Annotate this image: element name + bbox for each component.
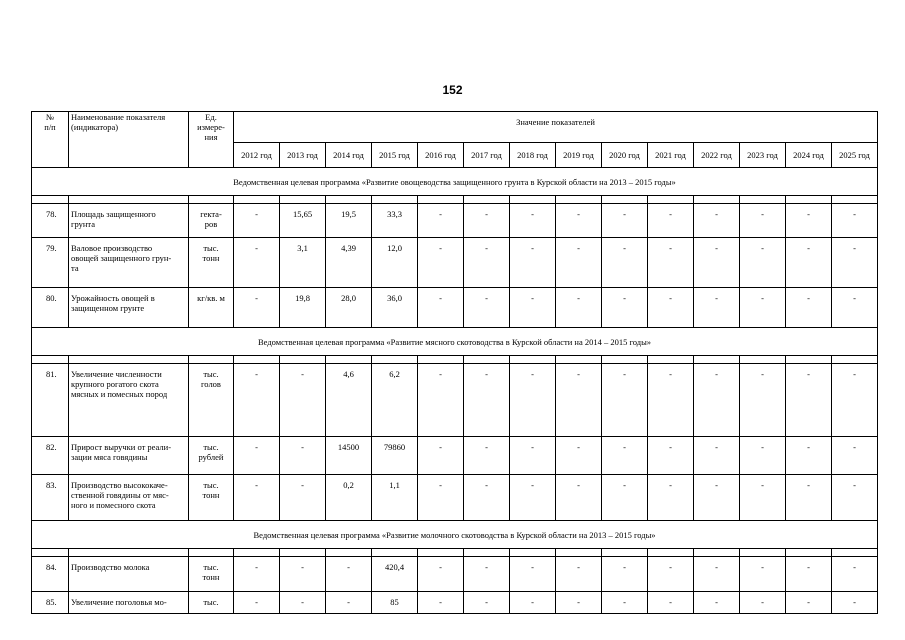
spacer-cell: [326, 549, 372, 557]
indicators-table: [31, 111, 878, 614]
header-unit-cell: [189, 112, 234, 168]
value-cell: -: [786, 238, 832, 288]
value-cell: -: [464, 592, 510, 614]
value-cell: -: [510, 557, 556, 592]
year-header: 2024 год: [786, 143, 832, 168]
value-cell: -: [694, 557, 740, 592]
spacer-cell: [832, 196, 878, 204]
value-cell: 33,3: [372, 204, 418, 238]
value-cell: 14500: [326, 437, 372, 475]
value-cell: -: [832, 475, 878, 521]
value-cell: -: [280, 437, 326, 475]
spacer-cell: [694, 196, 740, 204]
value-cell: -: [832, 364, 878, 437]
spacer-cell: [556, 549, 602, 557]
spacer-cell: [189, 356, 234, 364]
spacer-cell: [740, 356, 786, 364]
spacer-cell: [832, 356, 878, 364]
spacer-cell: [602, 549, 648, 557]
spacer-cell: [786, 196, 832, 204]
spacer-cell: [69, 196, 189, 204]
spacer-row: [32, 356, 878, 364]
value-cell: -: [786, 592, 832, 614]
spacer-cell: [832, 549, 878, 557]
value-cell: -: [234, 204, 280, 238]
value-cell: -: [234, 437, 280, 475]
value-cell: 3,1: [280, 238, 326, 288]
value-cell: -: [280, 364, 326, 437]
header-values: Значение показателей: [234, 112, 878, 143]
value-cell: 1,1: [372, 475, 418, 521]
spacer-cell: [69, 549, 189, 557]
value-cell: -: [556, 238, 602, 288]
year-header: 2014 год: [326, 143, 372, 168]
value-cell: -: [832, 592, 878, 614]
unit: тыс.: [189, 592, 234, 614]
value-cell: -: [510, 204, 556, 238]
value-cell: -: [418, 204, 464, 238]
value-cell: -: [556, 475, 602, 521]
value-cell: -: [648, 592, 694, 614]
value-cell: -: [280, 475, 326, 521]
table-row: [32, 364, 878, 437]
value-cell: -: [556, 364, 602, 437]
year-header: 2020 год: [602, 143, 648, 168]
year-header: 2023 год: [740, 143, 786, 168]
value-cell: -: [740, 592, 786, 614]
value-cell: -: [602, 364, 648, 437]
row-number: 78.: [32, 204, 69, 238]
header-number-cell: [32, 112, 69, 168]
spacer-cell: [69, 356, 189, 364]
spacer-cell: [32, 549, 69, 557]
spacer-cell: [648, 549, 694, 557]
table-row: [32, 592, 878, 614]
value-cell: -: [832, 238, 878, 288]
header-row: [32, 112, 878, 143]
spacer-row: [32, 196, 878, 204]
value-cell: -: [602, 238, 648, 288]
value-cell: -: [740, 557, 786, 592]
spacer-cell: [786, 549, 832, 557]
value-cell: -: [740, 238, 786, 288]
section-title-row: [32, 328, 878, 356]
value-cell: -: [694, 592, 740, 614]
spacer-cell: [648, 356, 694, 364]
unit: тыс. рублей: [189, 437, 234, 475]
value-cell: -: [694, 475, 740, 521]
spacer-row: [32, 549, 878, 557]
spacer-cell: [418, 196, 464, 204]
year-header: 2018 год: [510, 143, 556, 168]
value-cell: -: [740, 364, 786, 437]
value-cell: -: [694, 364, 740, 437]
spacer-cell: [464, 196, 510, 204]
value-cell: -: [602, 204, 648, 238]
value-cell: 79860: [372, 437, 418, 475]
value-cell: -: [740, 475, 786, 521]
value-cell: -: [740, 204, 786, 238]
indicator-name: Прирост выручки от реали- зации мяса говядины: [69, 437, 189, 475]
value-cell: -: [648, 288, 694, 328]
value-cell: -: [418, 364, 464, 437]
spacer-cell: [280, 356, 326, 364]
value-cell: 36,0: [372, 288, 418, 328]
value-cell: -: [464, 475, 510, 521]
spacer-cell: [234, 549, 280, 557]
spacer-cell: [510, 196, 556, 204]
page-number: 152: [442, 83, 463, 97]
value-cell: -: [602, 437, 648, 475]
value-cell: -: [234, 288, 280, 328]
value-cell: -: [556, 437, 602, 475]
value-cell: 28,0: [326, 288, 372, 328]
spacer-cell: [372, 196, 418, 204]
unit: тыс. тонн: [189, 557, 234, 592]
spacer-cell: [740, 196, 786, 204]
spacer-cell: [372, 549, 418, 557]
spacer-cell: [189, 196, 234, 204]
value-cell: -: [234, 475, 280, 521]
header-unit: Ед. измере- ния: [197, 112, 225, 142]
value-cell: -: [602, 557, 648, 592]
spacer-cell: [326, 356, 372, 364]
value-cell: 420,4: [372, 557, 418, 592]
spacer-cell: [234, 196, 280, 204]
value-cell: -: [694, 204, 740, 238]
value-cell: 0,2: [326, 475, 372, 521]
spacer-cell: [372, 356, 418, 364]
table-row: [32, 475, 878, 521]
section-title-row: [32, 521, 878, 549]
value-cell: -: [510, 592, 556, 614]
spacer-cell: [418, 549, 464, 557]
spacer-cell: [602, 356, 648, 364]
indicator-name: Валовое производство овощей защищенного грун- та: [69, 238, 189, 288]
value-cell: -: [740, 437, 786, 475]
spacer-cell: [694, 356, 740, 364]
spacer-cell: [556, 196, 602, 204]
indicator-name: Урожайность овощей в защищенном грунте: [69, 288, 189, 328]
table-row: [32, 288, 878, 328]
value-cell: -: [786, 204, 832, 238]
year-header: 2022 год: [694, 143, 740, 168]
spacer-cell: [280, 549, 326, 557]
spacer-cell: [326, 196, 372, 204]
value-cell: -: [280, 557, 326, 592]
spacer-cell: [32, 356, 69, 364]
year-header: 2017 год: [464, 143, 510, 168]
row-number: 80.: [32, 288, 69, 328]
unit: тыс. тонн: [189, 475, 234, 521]
value-cell: -: [464, 238, 510, 288]
spacer-cell: [694, 549, 740, 557]
value-cell: -: [602, 288, 648, 328]
value-cell: -: [464, 364, 510, 437]
value-cell: -: [832, 557, 878, 592]
spacer-cell: [464, 356, 510, 364]
value-cell: -: [234, 238, 280, 288]
value-cell: 85: [372, 592, 418, 614]
spacer-cell: [280, 196, 326, 204]
year-header: 2013 год: [280, 143, 326, 168]
indicator-name: Площадь защищенного грунта: [69, 204, 189, 238]
section-title-row: [32, 168, 878, 196]
indicator-name: Увеличение поголовья мо-: [69, 592, 189, 614]
value-cell: -: [648, 475, 694, 521]
value-cell: -: [464, 557, 510, 592]
value-cell: -: [556, 288, 602, 328]
unit: гекта- ров: [189, 204, 234, 238]
spacer-cell: [740, 549, 786, 557]
value-cell: 15,65: [280, 204, 326, 238]
value-cell: -: [418, 238, 464, 288]
table-row: [32, 437, 878, 475]
row-number: 83.: [32, 475, 69, 521]
value-cell: -: [510, 288, 556, 328]
value-cell: -: [418, 592, 464, 614]
spacer-cell: [648, 196, 694, 204]
year-header: 2021 год: [648, 143, 694, 168]
value-cell: -: [832, 204, 878, 238]
value-cell: -: [832, 288, 878, 328]
indicator-name: Производство высококаче- ственной говядины от мяс- ного и помесного скота: [69, 475, 189, 521]
header-name: Наименование показателя (индикатора): [71, 112, 166, 132]
spacer-cell: [32, 196, 69, 204]
value-cell: -: [326, 592, 372, 614]
value-cell: -: [648, 557, 694, 592]
header-number: № п/п: [44, 112, 56, 132]
value-cell: 4,6: [326, 364, 372, 437]
value-cell: -: [740, 288, 786, 328]
spacer-cell: [510, 356, 556, 364]
spacer-cell: [786, 356, 832, 364]
value-cell: -: [556, 204, 602, 238]
year-header: 2019 год: [556, 143, 602, 168]
value-cell: 12,0: [372, 238, 418, 288]
year-header: 2012 год: [234, 143, 280, 168]
row-number: 81.: [32, 364, 69, 437]
value-cell: -: [694, 437, 740, 475]
value-cell: -: [464, 204, 510, 238]
value-cell: -: [694, 238, 740, 288]
year-header: 2015 год: [372, 143, 418, 168]
spacer-cell: [189, 549, 234, 557]
value-cell: -: [602, 475, 648, 521]
spacer-cell: [556, 356, 602, 364]
value-cell: -: [510, 475, 556, 521]
value-cell: -: [786, 475, 832, 521]
section-title: Ведомственная целевая программа «Развитие мясного скотоводства в Курской области на 2014 – 2015 годы»: [32, 328, 878, 356]
value-cell: -: [510, 238, 556, 288]
indicator-name: Производство молока: [69, 557, 189, 592]
value-cell: -: [602, 592, 648, 614]
value-cell: -: [694, 288, 740, 328]
row-number: 79.: [32, 238, 69, 288]
spacer-cell: [418, 356, 464, 364]
value-cell: -: [648, 364, 694, 437]
value-cell: -: [648, 238, 694, 288]
value-cell: -: [648, 437, 694, 475]
value-cell: -: [510, 364, 556, 437]
value-cell: 19,5: [326, 204, 372, 238]
section-title: Ведомственная целевая программа «Развитие молочного скотоводства в Курской области на 2013 – 2015 годы»: [32, 521, 878, 549]
spacer-cell: [510, 549, 556, 557]
row-number: 85.: [32, 592, 69, 614]
unit: тыс. тонн: [189, 238, 234, 288]
value-cell: 6,2: [372, 364, 418, 437]
table-row: [32, 204, 878, 238]
header-name-cell: [69, 112, 189, 168]
unit: тыс. голов: [189, 364, 234, 437]
spacer-cell: [464, 549, 510, 557]
year-header: 2016 год: [418, 143, 464, 168]
table-row: [32, 238, 878, 288]
row-number: 84.: [32, 557, 69, 592]
value-cell: -: [556, 557, 602, 592]
value-cell: -: [464, 437, 510, 475]
value-cell: -: [418, 288, 464, 328]
year-header: 2025 год: [832, 143, 878, 168]
value-cell: -: [234, 592, 280, 614]
value-cell: -: [464, 288, 510, 328]
value-cell: -: [280, 592, 326, 614]
value-cell: -: [786, 557, 832, 592]
value-cell: -: [418, 557, 464, 592]
indicator-name: Увеличение численности крупного рогатого скота мясных и помесных пород: [69, 364, 189, 437]
value-cell: -: [418, 437, 464, 475]
value-cell: 4,39: [326, 238, 372, 288]
value-cell: -: [786, 364, 832, 437]
section-title: Ведомственная целевая программа «Развитие овощеводства защищенного грунта в Курской области на 2013 – 2015 годы»: [32, 168, 878, 196]
value-cell: -: [234, 364, 280, 437]
value-cell: 19,8: [280, 288, 326, 328]
value-cell: -: [786, 288, 832, 328]
value-cell: -: [786, 437, 832, 475]
value-cell: -: [556, 592, 602, 614]
value-cell: -: [648, 204, 694, 238]
value-cell: -: [510, 437, 556, 475]
unit: кг/кв. м: [189, 288, 234, 328]
spacer-cell: [602, 196, 648, 204]
value-cell: -: [832, 437, 878, 475]
row-number: 82.: [32, 437, 69, 475]
value-cell: -: [326, 557, 372, 592]
table-row: [32, 557, 878, 592]
value-cell: -: [418, 475, 464, 521]
value-cell: -: [234, 557, 280, 592]
spacer-cell: [234, 356, 280, 364]
